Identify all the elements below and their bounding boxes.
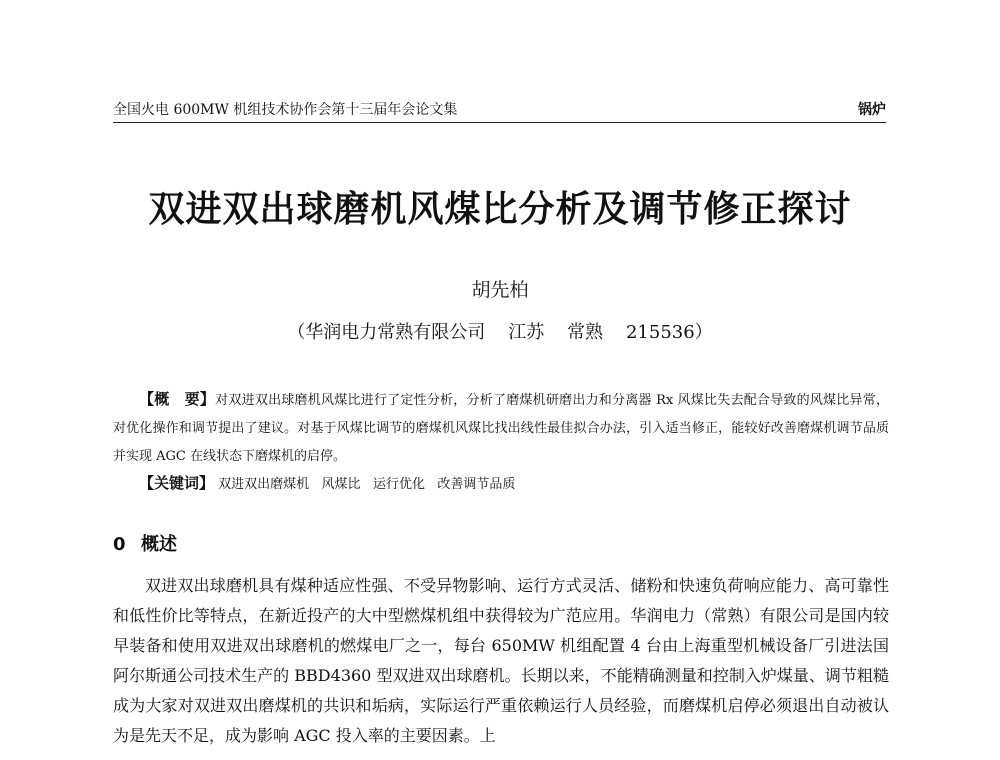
author-affiliation: （华润电力常熟有限公司 江苏 常熟 215536） bbox=[287, 322, 713, 343]
keywords-text: 双进双出磨煤机 风煤比 运行优化 改善调节品质 bbox=[218, 477, 516, 492]
proceedings-title: 全国火电 600MW 机组技术协作会第十三届年会论文集 bbox=[113, 102, 458, 118]
abstract-text: 对双进双出球磨机风煤比进行了定性分析，分析了磨煤机研磨出力和分离器 Rx 风煤比失去配合导致的风煤比异常，对优化操作和调节提出了建议。对基于风煤比调节的磨煤机风煤比找出线性最佳拟合办法，引入适当修正，能较好改善磨煤机调节品质并实现 AGC 在线状态下磨煤机的启停。 bbox=[113, 393, 889, 464]
section-title: 概述 bbox=[141, 534, 177, 555]
body-paragraph: 双进双出球磨机具有煤种适应性强、不受异物影响、运行方式灵活、储粉和快速负荷响应能力、高可靠性和低性价比等特点，在新近投产的大中型燃煤机组中获得较为广范应用。华润电力（常熟）有限公司是国内较早装备和使用双进双出球磨机的燃煤电厂之一，每台 650MW 机组配置 4 台由上海重型机械设备厂引进法国阿尔斯通公司技术生产的 BBD4360 型双进双出球磨机。长期以来，不能精确测量和控制入炉煤量、调节粗糙成为大家对双进双出磨煤机的共识和垢病，实际运行严重依赖运行人员经验，而磨煤机启停必须退出自动被认为是先天不足，成为影响 AGC 投入率的主要因素。上 bbox=[113, 576, 889, 745]
section-heading bbox=[113, 532, 177, 558]
paper-title: 双进双出球磨机风煤比分析及调节修正探讨 bbox=[148, 189, 852, 230]
author-name: 胡先柏 bbox=[471, 279, 529, 301]
section-category: 锅炉 bbox=[858, 102, 886, 118]
keywords-label: 【关键词】 bbox=[139, 474, 215, 492]
keywords bbox=[139, 469, 889, 499]
abstract-label: 【概 要】 bbox=[139, 390, 216, 408]
abstract bbox=[113, 385, 889, 471]
running-header bbox=[113, 100, 886, 123]
section-number: 0 bbox=[113, 534, 126, 555]
